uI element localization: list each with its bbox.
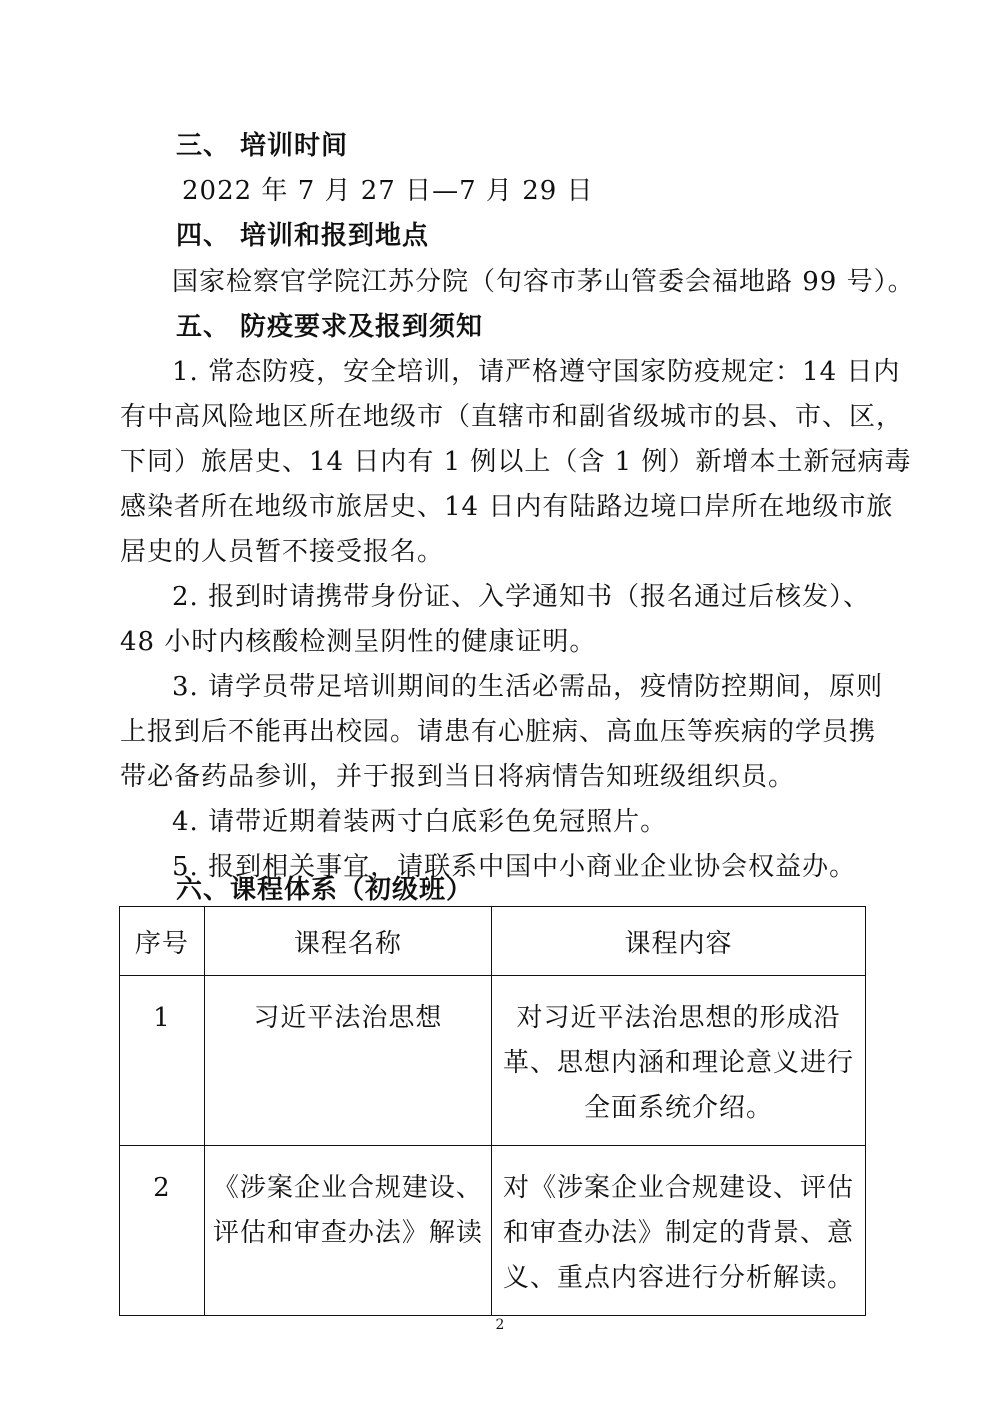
row-1-content-line-3: 全面系统介绍。 [584, 1093, 774, 1123]
row-1-name-cell [204, 976, 491, 1146]
section-3-heading: 三、 培训时间 [176, 131, 349, 161]
section-5-item-2-line-1: 2. 报到时请携带身份证、入学通知书（报名通过后核发）、 [172, 582, 871, 612]
row-2-course-name-line-2: 评估和审查办法》解读 [212, 1218, 483, 1248]
section-5-item-2-line-2: 48 小时内核酸检测呈阴性的健康证明。 [120, 627, 597, 657]
row-1-course-content [492, 976, 865, 1145]
section-5-item-3-line-2: 上报到后不能再出校园。请患有心脏病、高血压等疾病的学员携 [120, 717, 877, 747]
row-1-content-line-1: 对习近平法治思想的形成沿 [516, 1003, 841, 1033]
row-1-no-cell [120, 976, 205, 1146]
row-2-no-cell [120, 1146, 205, 1316]
row-2-content-cell [492, 1146, 866, 1316]
table-row [120, 976, 866, 1146]
section-5-heading: 五、 防疫要求及报到须知 [176, 312, 484, 342]
section-5-item-1-line-5: 居史的人员暂不接受报名。 [120, 537, 445, 567]
header-course-content: 课程内容 [492, 907, 866, 976]
course-table [119, 906, 866, 1316]
section-5-item-1-line-1: 1. 常态防疫，安全培训，请严格遵守国家防疫规定：14 日内 [172, 357, 901, 387]
section-5-item-3-line-3: 带必备药品参训，并于报到当日将病情告知班级组织员。 [120, 762, 796, 792]
header-no: 序号 [120, 907, 205, 976]
row-2-course-name-line-1: 《涉案企业合规建设、 [212, 1173, 483, 1203]
row-1-course-name-line-1: 习近平法治思想 [253, 1003, 443, 1033]
section-4-heading: 四、 培训和报到地点 [176, 221, 430, 251]
row-2-name-cell [204, 1146, 491, 1316]
page-number: 2 [495, 1317, 505, 1333]
row-2-content-line-1: 对《涉案企业合规建设、评估 [503, 1173, 855, 1203]
row-2-content-line-3: 义、重点内容进行分析解读。 [503, 1263, 855, 1293]
row-1-content-line-2: 革、思想内涵和理论意义进行 [503, 1048, 855, 1078]
section-5-item-1-line-4: 感染者所在地级市旅居史、14 日内有陆路边境口岸所在地级市旅 [120, 492, 894, 522]
row-2-course-content [492, 1146, 865, 1315]
row-2-content-line-2: 和审查办法》制定的背景、意 [503, 1218, 855, 1248]
row-1-content-cell [492, 976, 866, 1146]
section-5-item-4: 4. 请带近期着装两寸白底彩色免冠照片。 [172, 807, 668, 837]
row-2-no: 2 [153, 1173, 171, 1203]
row-1-course-name [205, 976, 491, 1055]
row-2-course-name [205, 1146, 491, 1270]
section-4-text: 国家检察官学院江苏分院（句容市茅山管委会福地路 99 号）。 [172, 267, 915, 297]
section-6-heading: 六、课程体系（初级班） [176, 875, 474, 905]
table-row [120, 1146, 866, 1316]
section-5-item-5: 5. 报到相关事宜，请联系中国中小商业企业协会权益办。 [172, 852, 857, 882]
row-1-no: 1 [153, 1003, 171, 1033]
table-header-row [120, 907, 866, 976]
section-5-item-3-line-1: 3. 请学员带足培训期间的生活必需品，疫情防控期间，原则 [172, 672, 884, 702]
header-course-name: 课程名称 [204, 907, 491, 976]
section-5-item-1-line-3: 下同）旅居史、14 日内有 1 例以上（含 1 例）新增本土新冠病毒 [120, 447, 912, 477]
section-5-item-1-line-2: 有中高风险地区所在地级市（直辖市和副省级城市的县、市、区， [120, 402, 904, 432]
section-3-text: 2022 年 7 月 27 日—7 月 29 日 [182, 176, 594, 206]
